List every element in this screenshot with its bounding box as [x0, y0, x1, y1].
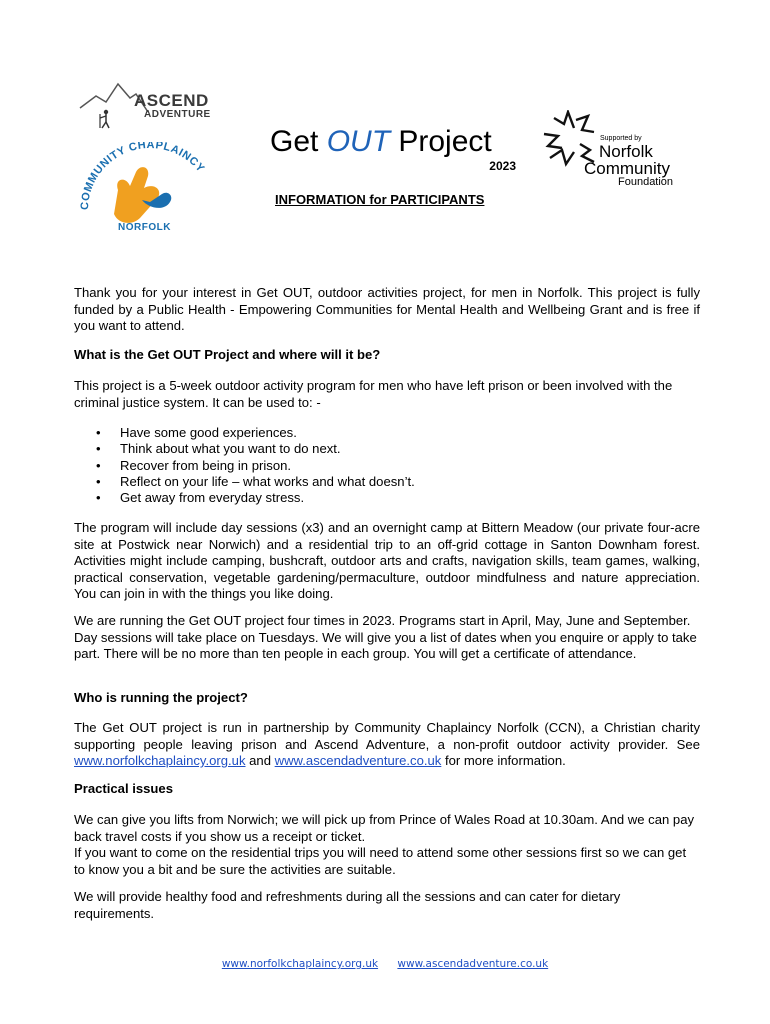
- ncf-community: Community: [584, 159, 670, 178]
- section-heading-practical: Practical issues: [74, 781, 173, 796]
- document-title-block: [270, 125, 520, 173]
- who-text-after: for more information.: [441, 753, 566, 768]
- title-emphasis: OUT: [326, 125, 391, 158]
- ascendadventure-link[interactable]: www.ascendadventure.co.uk: [274, 753, 442, 768]
- norfolk-community-foundation-logo: [540, 110, 700, 190]
- who-text-before: The Get OUT project is run in partnership by Community Chaplaincy Norfolk (CCN), a Christian charity supporting people leaving prison and Ascend Adventure, a non-profit outdoor activity provider. See: [74, 720, 700, 752]
- what-paragraph-2: The program will include day sessions (x3) and an overnight camp at Bittern Meadow (our private four-acre site at Postwick near Norwich) and a residential trip to an off-grid cottage in Santon Downham forest. Activities might include camping, bushcraft, outdoor arts and crafts, navigation skills, team games, walking, practical conservation, vegetable gardening/permaculture, outdoor mindfulness and nature appreciation. You can join in with the things you like doing.: [74, 520, 700, 601]
- what-paragraph-3: We are running the Get OUT project four times in 2023. Programs start in April, May, June and September. Day sessions will take place on Tuesdays. We will give you a list of dates when you enquire or apply to take part. There will be no more than ten people in each group. You will get a certificate of attendance.: [74, 613, 697, 661]
- who-paragraph: [74, 720, 700, 770]
- footer-norfolkchaplaincy-link[interactable]: www.norfolkchaplaincy.org.uk: [221, 958, 379, 970]
- ncf-norfolk: Norfolk: [599, 142, 653, 161]
- practical-lifts-text: We can give you lifts from Norwich; we will pick up from Prince of Wales Road at 10.30am. And we can pay back travel costs if you show us a receipt or ticket.: [74, 812, 695, 844]
- list-item: • Reflect on your life – what works and what doesn’t.: [96, 474, 415, 490]
- list-item: • Think about what you want to do next.: [96, 441, 415, 457]
- norfolkchaplaincy-link[interactable]: www.norfolkchaplaincy.org.uk: [74, 753, 246, 768]
- intro-paragraph: Thank you for your interest in Get OUT, outdoor activities project, for men in Norfolk. This project is fully funded by a Public Health - Empowering Communities for Mental Health and Wellbeing Grant and is free if you want to attend.: [74, 285, 700, 333]
- who-text-mid: and: [245, 753, 275, 768]
- practical-paragraph-1: [74, 812, 700, 878]
- ccn-norfolk-text: NORFOLK: [118, 222, 171, 233]
- ncf-foundation: Foundation: [618, 176, 674, 188]
- ncf-supported-by: Supported by: [600, 135, 642, 142]
- practical-paragraph-2: We will provide healthy food and refreshments during all the sessions and can cater for dietary requirements.: [74, 889, 621, 921]
- purpose-list: [96, 425, 415, 506]
- community-chaplaincy-logo: [70, 142, 220, 242]
- ascend-logo-word: ASCEND: [134, 91, 209, 110]
- section-heading-what: What is the Get OUT Project and where will it be?: [74, 347, 381, 362]
- list-item: • Recover from being in prison.: [96, 458, 415, 474]
- footer-ascendadventure-link[interactable]: www.ascendadventure.co.uk: [397, 958, 549, 970]
- what-paragraph-1: This project is a 5-week outdoor activity program for men who have left prison or been involved with the criminal justice system. It can be used to: -: [74, 378, 673, 410]
- adventure-logo-word: ADVENTURE: [144, 109, 211, 120]
- title-pre: Get: [270, 125, 327, 158]
- page-subtitle: INFORMATION for PARTICIPANTS: [275, 192, 485, 207]
- page-footer: [0, 958, 770, 970]
- list-item: • Get away from everyday stress.: [96, 490, 415, 506]
- section-heading-who: Who is running the project?: [74, 690, 248, 705]
- page-title: [270, 125, 520, 159]
- title-post: Project: [390, 125, 492, 158]
- practical-residential-text: If you want to come on the residential trips you will need to attend some other sessions first so we can get to know you a bit and be sure the activities are suitable.: [74, 845, 687, 877]
- list-item: • Have some good experiences.: [96, 425, 415, 441]
- ccn-arc-text: COMMUNITY CHAPLAINCY: [78, 142, 207, 211]
- title-year: 2023: [489, 159, 516, 173]
- ascend-adventure-logo: [78, 78, 228, 130]
